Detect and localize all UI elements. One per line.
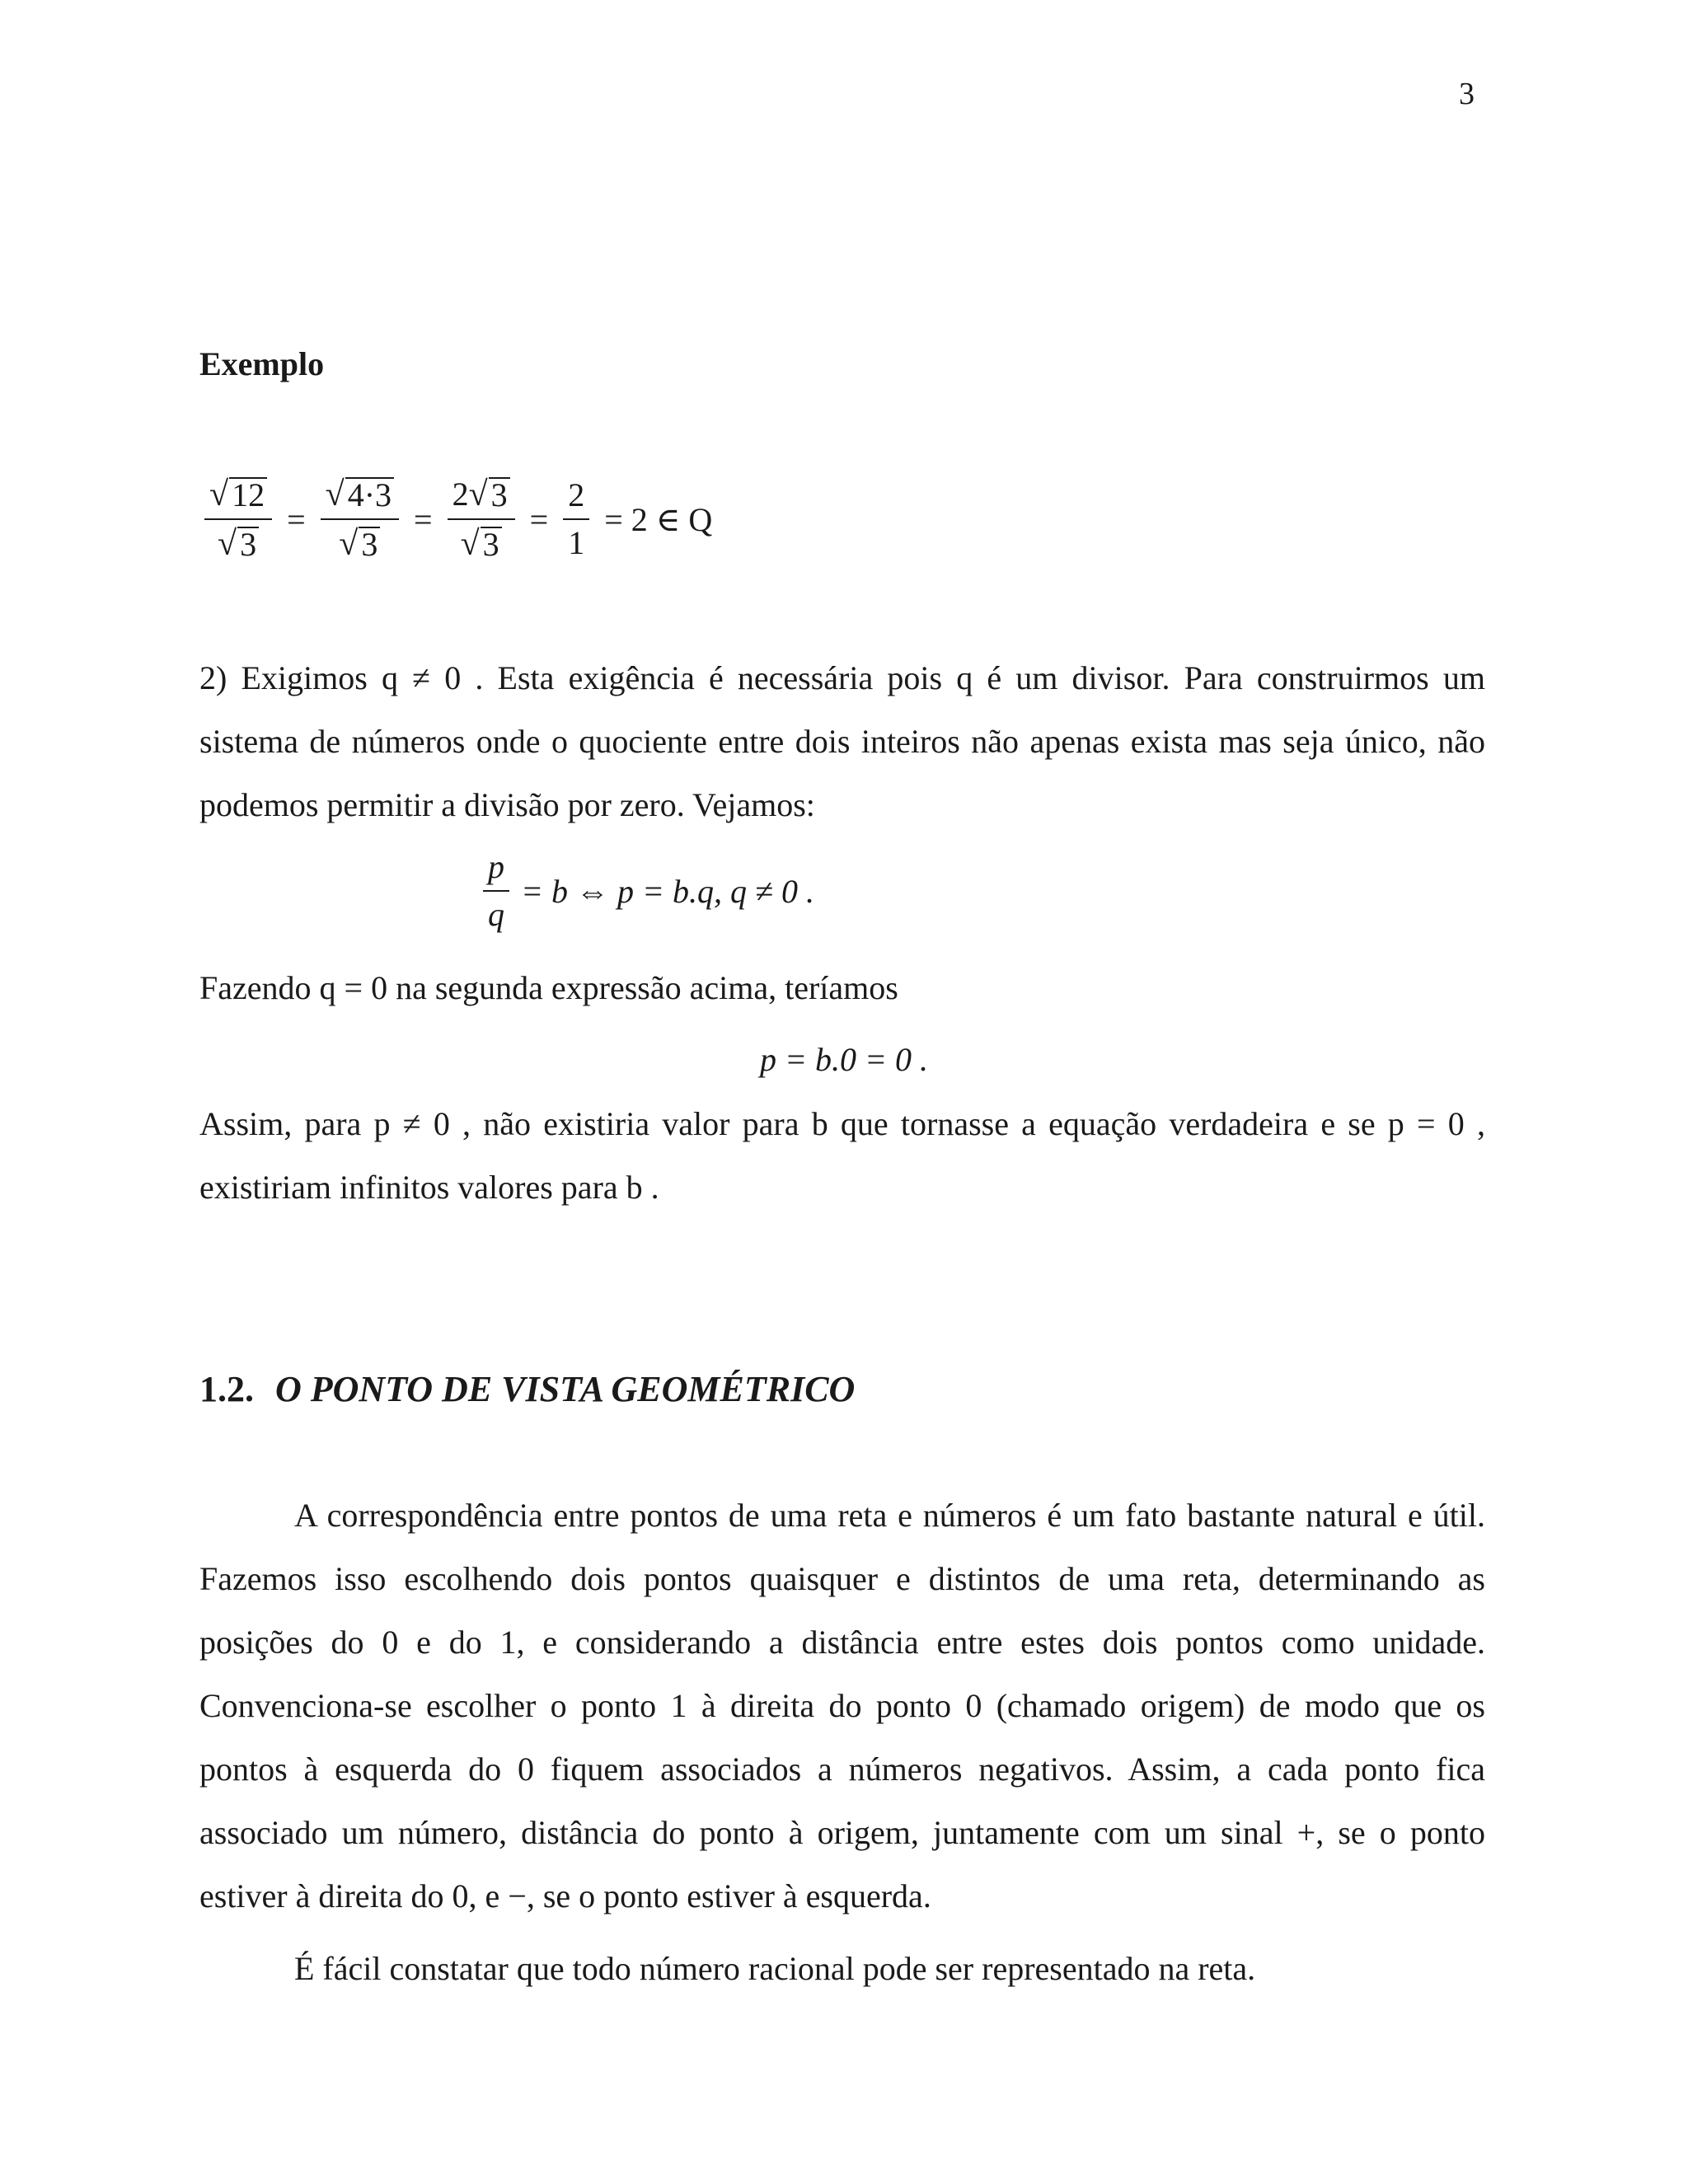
equation-p-equals-zero: p = b.0 = 0 . — [760, 1041, 928, 1078]
fraction-sqrt12-over-sqrt3 — [204, 477, 272, 561]
radicand: 3 — [237, 527, 259, 561]
page-number: 3 — [1459, 77, 1475, 111]
numerator: 2 — [563, 479, 589, 520]
paragraph-fazendo: Fazendo q = 0 na segunda expressão acima, teríamos — [199, 969, 898, 1006]
radicand: 3 — [481, 527, 502, 561]
fraction-2-over-1 — [563, 476, 589, 561]
example-heading: Exemplo — [199, 345, 325, 382]
radical-sign: √ — [218, 525, 237, 563]
section-heading — [199, 1368, 855, 1410]
equation-rest: = b ⇔ p = b.q, q ≠ 0 . — [521, 872, 814, 910]
paragraph-assim: Assim, para p ≠ 0 , não existiria valor para b que tornasse a equação verdadeira e se p = 0 , existiriam infinitos valores para b . — [199, 1105, 1485, 1206]
equals-sign: = — [287, 500, 306, 538]
equals-sign: = — [414, 500, 433, 538]
paragraph-correspondencia: A correspondência entre pontos de uma reta e números é um fato bastante natural e útil. Fazemos isso escolhendo dois pontos quaisquer e distintos de uma reta, determinando as posições do 0 e do 1, e considerando a distância entre estes dois pontos como unidade. Convenciona-se escolher o ponto 1 à direita do ponto 0 (chamado origem) de modo que os pontos à esquerda do 0 fiquem associados a números negativos. Assim, a cada ponto fica associado um número, distância do ponto à origem, juntamente com um sinal +, se o ponto estiver à direita do 0, e −, se o ponto estiver à esquerda. — [199, 1497, 1485, 1915]
radical-sign: √ — [325, 476, 345, 513]
coefficient: 2 — [452, 476, 469, 513]
denominator: q — [488, 896, 505, 933]
radicand: 3 — [359, 527, 380, 561]
equation-p-over-q — [0, 848, 1490, 933]
result: = 2 ∈ Q — [604, 500, 713, 538]
paragraph-divisor: 2) Exigimos q ≠ 0 . Esta exigência é necessária pois q é um divisor. Para construirmos um sistema de números onde o quociente entre dois inteiros não apenas exista mas seja único, não podemos permitir a divisão por zero. Vejamos: — [199, 659, 1485, 823]
numerator: p — [483, 851, 509, 892]
radicand: 12 — [229, 477, 267, 512]
radical-sign: √ — [339, 525, 359, 563]
fraction-2sqrt3-over-sqrt3 — [448, 477, 515, 561]
denominator: 1 — [568, 524, 585, 561]
equals-sign: = — [529, 500, 549, 538]
example-equation — [199, 470, 722, 569]
radical-sign: √ — [468, 476, 488, 513]
radicand: 3 — [489, 477, 510, 512]
radical-sign: √ — [209, 476, 229, 513]
fraction-sqrt4x3-over-sqrt3 — [321, 477, 399, 561]
paragraph-facil: É fácil constatar que todo número racional pode ser representado na reta. — [294, 1950, 1256, 1987]
section-title: O PONTO DE VISTA GEOMÉTRICO — [275, 1369, 856, 1409]
section-number: 1.2. — [199, 1369, 254, 1409]
radical-sign: √ — [460, 525, 480, 563]
radicand: 4·3 — [345, 477, 394, 512]
fraction-p-over-q — [483, 848, 509, 933]
